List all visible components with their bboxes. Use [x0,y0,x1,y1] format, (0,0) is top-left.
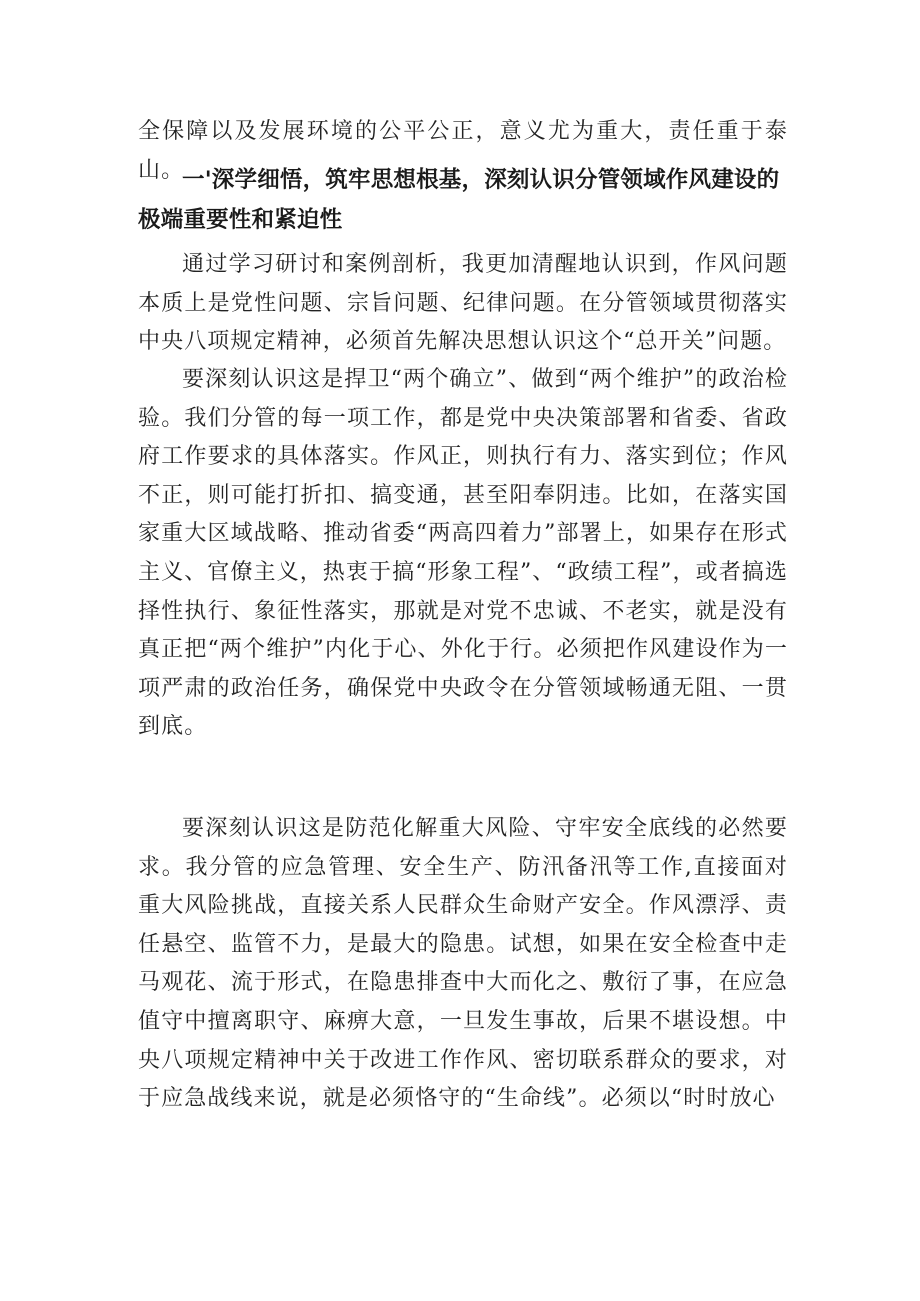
continuation-text: 全保障以及发展环境的公平公正，意义尤为重大，责任重于泰山。 [138,119,788,183]
section-heading: 一'深学细悟，筑牢思想根基，深刻认识分管领域作风建设的极端重要性和紧迫性 [138,167,780,233]
paragraph-1: 通过学习研讨和案例剖析，我更加清醒地认识到，作风问题本质上是党性问题、宗旨问题、纪律问题。在分管领域贯彻落实中央八项规定精神，必须首先解决思想认识这个“总开关”问题。 [138,252,788,355]
paragraph-3: 要深刻认识这是防范化解重大风险、守牢安全底线的必然要求。我分管的应急管理、安全生产、防汛备汛等工作,直接面对重大风险挑战，直接关系人民群众生命财产安全。作风漂浮、责任悬空、监管不力，是最大的隐患。试想，如果在安全检查中走马观花、流于形式，在隐患排查中大而化之、敷衍了事，在应急值守中擅离职守、麻痹大意，一旦发生事故，后果不堪设想。中央八项规定精神中关于改进工作作风、密切联系群众的要求，对于应急战线来说，就是必须恪守的“生命线”。必须以“时时放心 [138,816,788,1112]
paragraph-2: 要深刻认识这是捍卫“两个确立”、做到“两个维护”的政治检验。我们分管的每一项工作，都是党中央决策部署和省委、省政府工作要求的具体落实。作风正，则执行有力、落实到位；作风不正，则可能打折扣、搞变通，甚至阳奉阴违。比如，在落实国家重大区域战略、推动省委“两高四着力”部署上，如果存在形式主义、官僚主义，热衷于搞“形象工程”、“政绩工程”，或者搞选择性执行、象征性落实，那就是对党不忠诚、不老实，就是没有真正把“两个维护”内化于心、外化于行。必须把作风建设作为一项严肃的政治任务，确保党中央政令在分管领域畅通无阻、一贯到底。 [138,367,788,740]
